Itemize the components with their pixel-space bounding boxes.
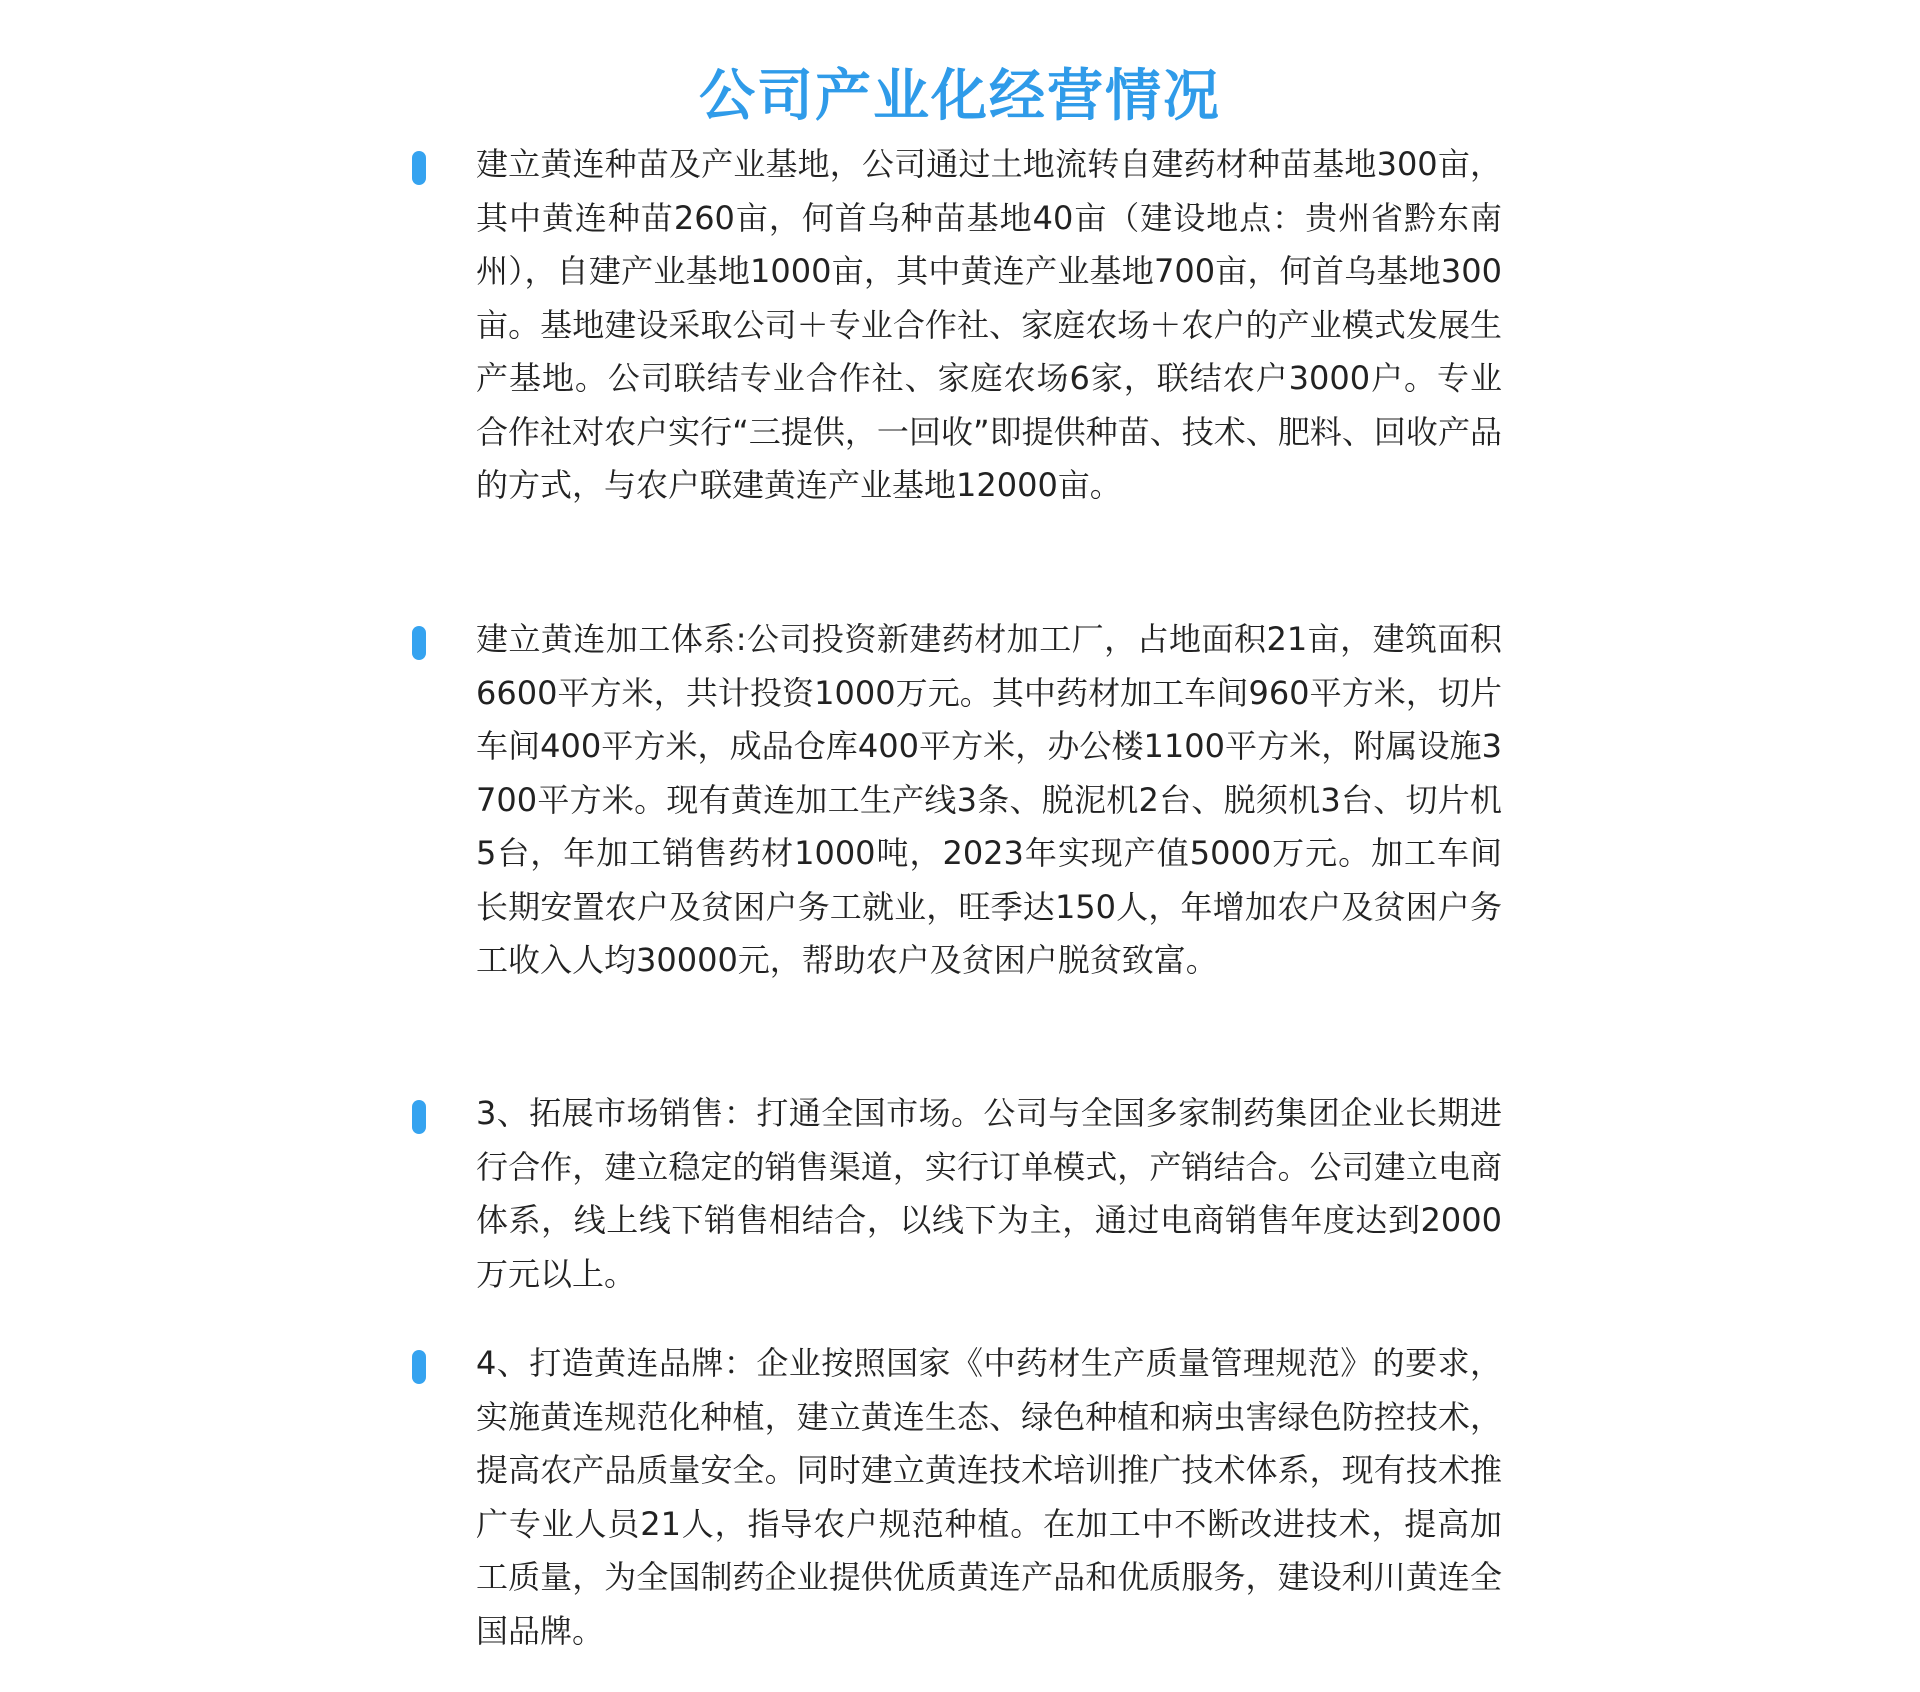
- bullet-marker: [412, 1350, 426, 1384]
- bullet-marker: [412, 1100, 426, 1134]
- section-text: 建立黄连加工体系:公司投资新建药材加工厂，占地面积21亩，建筑面积6600平方米，共计投资1000万元。其中药材加工车间960平方米，切片车间400平方米，成品仓库400平方米，办公楼1100平方米，附属设施3700平方米。现有黄连加工生产线3条、脱泥机2台、脱须机3台、切片机5台，年加工销售药材1000吨，2023年实现产值5000万元。加工车间长期安置农户及贫困户务工就业，旺季达150人，年增加农户及贫困户务工收入人均30000元，帮助农户及贫困户脱贫致富。: [476, 620, 1502, 979]
- section-text: 建立黄连种苗及产业基地，公司通过土地流转自建药材种苗基地300亩，其中黄连种苗260亩，何首乌种苗基地40亩（建设地点：贵州省黔东南州），自建产业基地1000亩，其中黄连产业基地700亩，何首乌基地300亩。基地建设采取公司＋专业合作社、家庭农场＋农户的产业模式发展生产基地。公司联结专业合作社、家庭农场6家，联结农户3000户。专业合作社对农户实行“三提供，一回收”即提供种苗、技术、肥料、回收产品的方式，与农户联建黄连产业基地12000亩。: [476, 145, 1502, 504]
- section-text: 3、拓展市场销售：打通全国市场。公司与全国多家制药集团企业长期进行合作，建立稳定的销售渠道，实行订单模式，产销结合。公司建立电商体系，线上线下销售相结合，以线下为主，通过电商销售年度达到2000万元以上。: [476, 1094, 1502, 1293]
- page-title: 公司产业化经营情况: [699, 63, 1221, 129]
- section-text: 4、打造黄连品牌：企业按照国家《中药材生产质量管理规范》的要求，实施黄连规范化种植，建立黄连生态、绿色种植和病虫害绿色防控技术，提高农产品质量安全。同时建立黄连技术培训推广技术体系，现有技术推广专业人员21人，指导农户规范种植。在加工中不断改进技术，提高加工质量，为全国制药企业提供优质黄连产品和优质服务，建设利川黄连全国品牌。: [476, 1344, 1502, 1650]
- bullet-marker: [412, 151, 426, 185]
- bullet-marker: [412, 626, 426, 660]
